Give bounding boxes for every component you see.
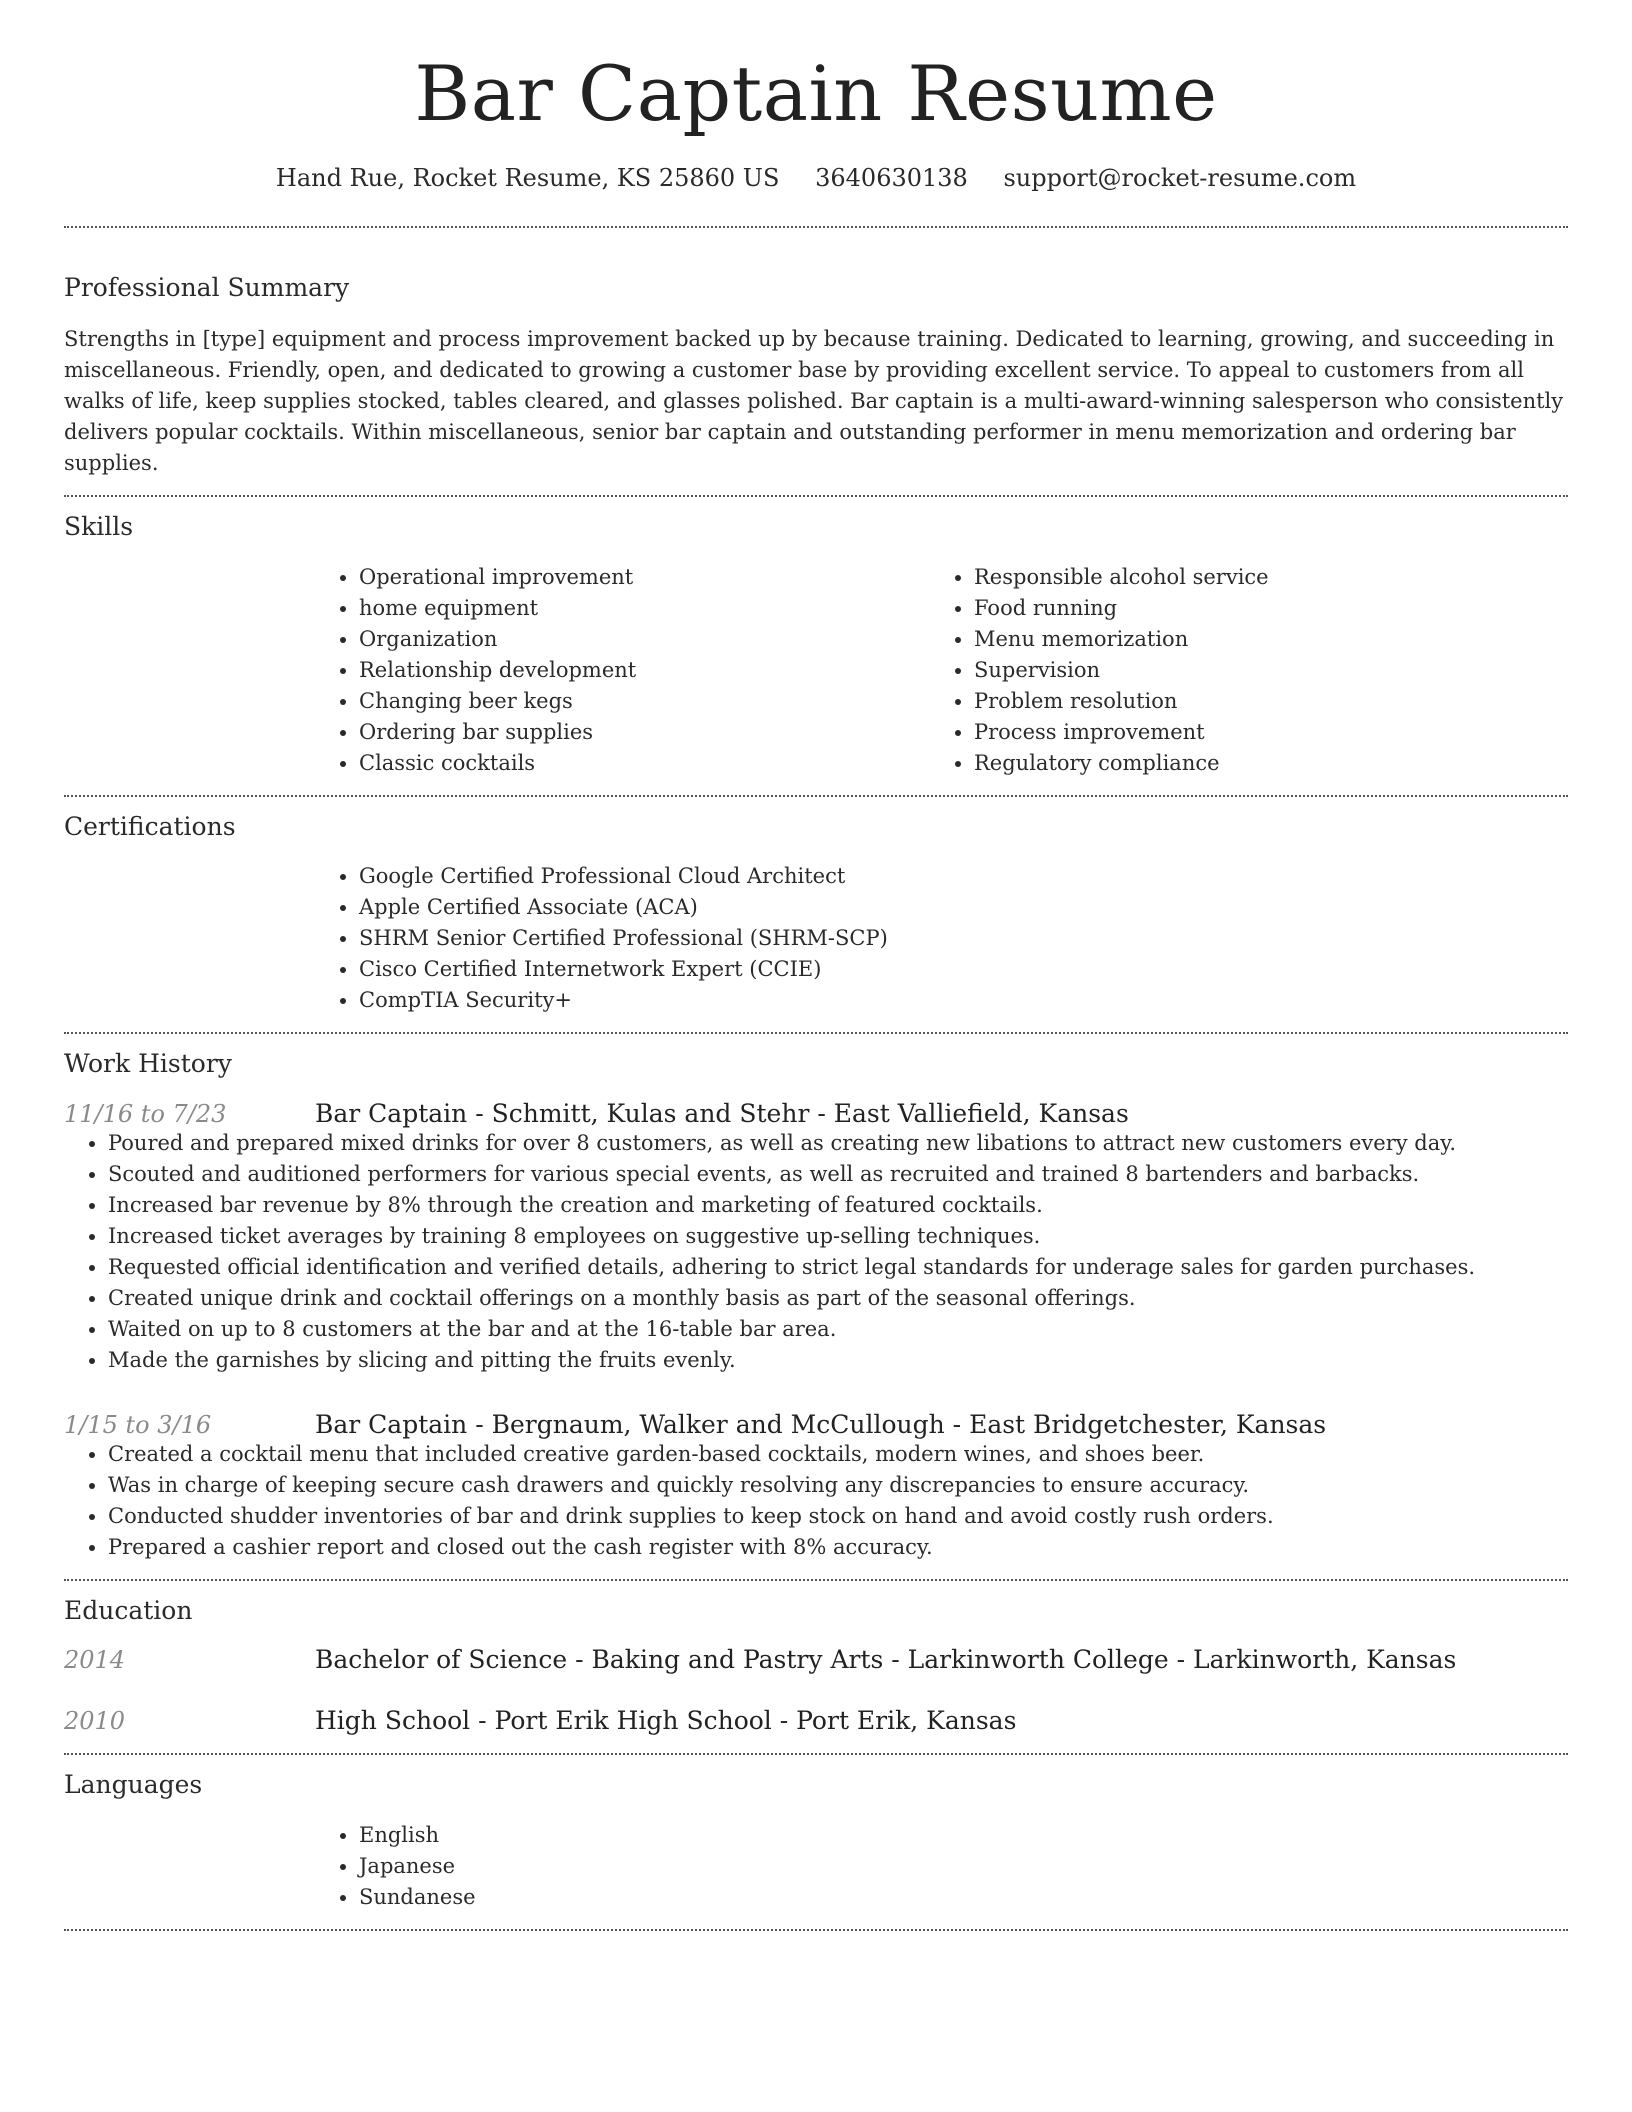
work-history-section xyxy=(64,1034,1568,1579)
skills-column-right xyxy=(930,562,1545,779)
list-item: • Process improvement xyxy=(974,717,1545,748)
section-heading: Languages xyxy=(64,1770,203,1800)
contact-line xyxy=(64,164,1568,192)
list-item: • Prepared a cashier report and closed out the cash register with 8% accuracy. xyxy=(108,1532,1568,1563)
list-item: • Increased bar revenue by 8% through the creation and marketing of featured cocktails. xyxy=(108,1190,1568,1221)
education-entry xyxy=(64,1645,1568,1674)
list-item: • Created unique drink and cocktail offerings on a monthly basis as part of the seasonal offerings. xyxy=(108,1283,1568,1314)
list-item: • Apple Certified Associate (ACA) xyxy=(359,892,1568,923)
list-item: • Food running xyxy=(974,593,1545,624)
list-item: • Conducted shudder inventories of bar and drink supplies to keep stock on hand and avoid costly rush orders. xyxy=(108,1501,1568,1532)
contact-phone: 3640630138 xyxy=(815,163,968,192)
contact-address: Hand Rue, Rocket Resume, KS 25860 US xyxy=(275,163,780,192)
skills-section xyxy=(64,497,1568,795)
education-section xyxy=(64,1581,1568,1754)
summary-section xyxy=(64,228,1568,480)
skills-grid xyxy=(315,562,1568,779)
list-item: • Google Certified Professional Cloud Architect xyxy=(359,861,1568,892)
job-title: Bar Captain - Bergnaum, Walker and McCullough - East Bridgetchester, Kansas xyxy=(315,1409,1327,1439)
job-bullets xyxy=(64,1128,1568,1376)
list-item: • Waited on up to 8 customers at the bar and at the 16-table bar area. xyxy=(108,1314,1568,1345)
education-entry xyxy=(64,1706,1568,1735)
list-item: • Made the garnishes by slicing and pitting the fruits evenly. xyxy=(108,1345,1568,1376)
list-item: • Japanese xyxy=(359,1851,1568,1882)
job-title: Bar Captain - Schmitt, Kulas and Stehr - East Valliefield, Kansas xyxy=(315,1098,1129,1128)
list-item: • Changing beer kegs xyxy=(359,686,930,717)
education-year: 2014 xyxy=(64,1646,126,1675)
certifications-list xyxy=(315,861,1568,1016)
list-item: • Cisco Certified Internetwork Expert (CCIE) xyxy=(359,954,1568,985)
list-item: • Increased ticket averages by training 8 employees on suggestive up-selling techniques. xyxy=(108,1221,1568,1252)
list-item: • Supervision xyxy=(974,655,1545,686)
job-entry xyxy=(64,1410,1568,1563)
section-heading: Certifications xyxy=(64,811,236,841)
list-item: • Requested official identification and verified details, adhering to strict legal standards for underage sales for garden purchases. xyxy=(108,1252,1568,1283)
languages-list xyxy=(315,1820,1568,1913)
resume-page xyxy=(64,0,1568,1931)
list-item: • Operational improvement xyxy=(359,562,930,593)
list-item: • Responsible alcohol service xyxy=(974,562,1545,593)
job-dates: 11/16 to 7/23 xyxy=(64,1099,227,1128)
list-item: • Menu memorization xyxy=(974,624,1545,655)
education-title: Bachelor of Science - Baking and Pastry Arts - Larkinworth College - Larkinworth, Kansas xyxy=(315,1645,1457,1675)
contact-email[interactable]: support@rocket-resume.com xyxy=(1003,163,1357,192)
section-heading: Work History xyxy=(64,1049,232,1079)
section-heading: Professional Summary xyxy=(64,272,350,302)
section-heading: Education xyxy=(64,1595,193,1625)
list-item: • Ordering bar supplies xyxy=(359,717,930,748)
list-item: • SHRM Senior Certified Professional (SHRM-SCP) xyxy=(359,923,1568,954)
list-item: • English xyxy=(359,1820,1568,1851)
job-bullets xyxy=(64,1439,1568,1563)
list-item: • Organization xyxy=(359,624,930,655)
certifications-section xyxy=(64,797,1568,1033)
list-item: • Scouted and auditioned performers for various special events, as well as recruited and trained 8 bartenders and barbacks. xyxy=(108,1159,1568,1190)
list-item: • Problem resolution xyxy=(974,686,1545,717)
languages-section xyxy=(64,1755,1568,1929)
list-item: • Created a cocktail menu that included creative garden-based cocktails, modern wines, and shoes beer. xyxy=(108,1439,1568,1470)
job-entry xyxy=(64,1099,1568,1376)
list-item: • Relationship development xyxy=(359,655,930,686)
list-item: • Sundanese xyxy=(359,1882,1568,1913)
list-item: • Classic cocktails xyxy=(359,748,930,779)
page-title: Bar Captain Resume xyxy=(414,49,1218,138)
list-item: • Regulatory compliance xyxy=(974,748,1545,779)
list-item: • CompTIA Security+ xyxy=(359,985,1568,1016)
section-heading: Skills xyxy=(64,512,134,542)
job-dates: 1/15 to 3/16 xyxy=(64,1410,212,1439)
skills-column-left xyxy=(315,562,930,779)
list-item: • Was in charge of keeping secure cash drawers and quickly resolving any discrepancies to ensure accuracy. xyxy=(108,1470,1568,1501)
education-year: 2010 xyxy=(64,1707,126,1736)
section-divider xyxy=(64,1929,1568,1931)
education-title: High School - Port Erik High School - Port Erik, Kansas xyxy=(315,1706,1017,1736)
list-item: • Poured and prepared mixed drinks for over 8 customers, as well as creating new libations to attract new customers every day. xyxy=(108,1128,1568,1159)
list-item: • home equipment xyxy=(359,593,930,624)
summary-text: Strengths in [type] equipment and process improvement backed up by because training. Dedicated to learning, growing, and succeeding in miscellaneous. Friendly, open, and dedicated to growing a customer base by providing excellent service. To appeal to customers from all walks of life, keep supplies stocked, tables cleared, and glasses polished. Bar captain is a multi-award-winning salesperson who consistently delivers popular cocktails. Within miscellaneous, senior bar captain and outstanding performer in menu memorization and ordering bar supplies. xyxy=(64,327,1564,476)
